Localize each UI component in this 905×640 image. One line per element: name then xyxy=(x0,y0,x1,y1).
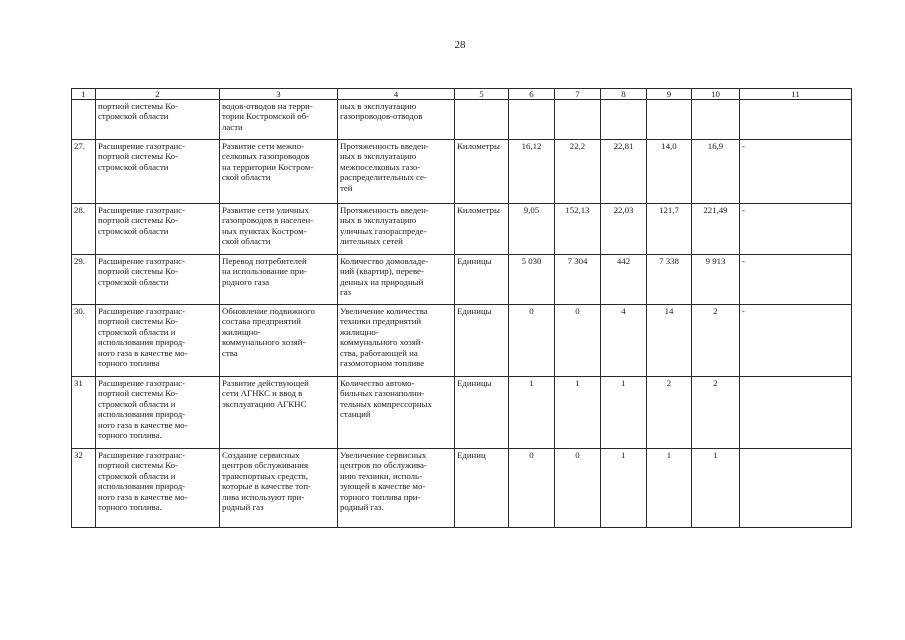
value-cell-v9: 2 xyxy=(647,377,692,449)
measure-cell-line: эксплуатацию АГКНС xyxy=(222,398,307,409)
indicator-cell xyxy=(338,204,455,255)
row-number: 32 xyxy=(72,449,96,528)
col-header-7: 7 xyxy=(555,89,601,100)
measure-cell-line: ства xyxy=(222,347,238,358)
task-cell-line: использования природ- xyxy=(98,481,186,492)
value-cell-v9: 1 xyxy=(647,449,692,528)
task-cell-line: торного топлива xyxy=(98,358,160,369)
indicators-table xyxy=(71,88,852,528)
indicator-cell-line: жилищно- xyxy=(340,326,379,337)
value-cell-v7: 0 xyxy=(555,449,601,528)
indicator-cell-line: ний (квартир), переве- xyxy=(340,266,424,277)
measure-cell-line: родный газ xyxy=(222,502,264,513)
measure-cell-line: Перевод потребителей xyxy=(222,256,307,266)
indicator-cell-line: родный газ. xyxy=(340,502,384,513)
indicator-cell-line: газопроводов-отводов xyxy=(340,111,423,122)
row-number: 29. xyxy=(72,255,96,305)
value-cell-v6: 16,12 xyxy=(509,140,555,204)
task-cell-line: портной системы Ко- xyxy=(98,460,178,471)
value-cell-v8: 442 xyxy=(601,255,647,305)
measure-cell-line: коммунального хозяй- xyxy=(222,337,306,348)
value-cell-v10: 2 xyxy=(692,377,740,449)
unit-cell: Километры xyxy=(455,140,509,204)
task-cell-line: портной системы Ко- xyxy=(98,388,178,399)
value-cell-v7 xyxy=(555,100,601,140)
measure-cell-line: на использование при- xyxy=(222,266,307,277)
measure-cell-line: Создание сервисных xyxy=(222,450,300,460)
task-cell-line: стромской области xyxy=(98,225,169,236)
measure-cell-line: Развитие сети межпо- xyxy=(222,141,305,151)
value-cell-v9: 121,7 xyxy=(647,204,692,255)
task-cell-line: ного газа в качестве мо- xyxy=(98,347,188,358)
note-cell xyxy=(740,100,852,140)
unit-cell: Единиц xyxy=(455,449,509,528)
value-cell-v9: 14,0 xyxy=(647,140,692,204)
task-cell-line: торного топлива. xyxy=(98,502,162,513)
measure-cell xyxy=(220,255,338,305)
header-row xyxy=(72,89,852,100)
value-cell-v8: 1 xyxy=(601,377,647,449)
unit-cell: Единицы xyxy=(455,305,509,377)
task-cell-line: использования природ- xyxy=(98,409,186,420)
note-cell xyxy=(740,377,852,449)
col-header-5: 5 xyxy=(455,89,509,100)
indicator-cell-line: Протяженность введен- xyxy=(340,141,429,151)
task-cell xyxy=(96,255,220,305)
table-row xyxy=(72,305,852,377)
indicator-cell-line: техники предприятий xyxy=(340,316,422,327)
value-cell-v6: 5 030 xyxy=(509,255,555,305)
task-cell-line: портной системы Ко- xyxy=(98,151,178,162)
value-cell-v7: 22,2 xyxy=(555,140,601,204)
col-header-2: 2 xyxy=(96,89,220,100)
task-cell xyxy=(96,204,220,255)
indicator-cell-line: станций xyxy=(340,409,371,420)
page-number: 28 xyxy=(454,39,466,51)
value-cell-v9: 7 338 xyxy=(647,255,692,305)
col-header-4: 4 xyxy=(338,89,455,100)
indicator-cell-line: тельных компрессорных xyxy=(340,398,432,409)
value-cell-v6: 0 xyxy=(509,449,555,528)
col-header-10: 10 xyxy=(692,89,740,100)
measure-cell xyxy=(220,305,338,377)
task-cell-line: ного газа в качестве мо- xyxy=(98,419,188,430)
measure-cell-line: ской области xyxy=(222,236,271,247)
col-header-11: 11 xyxy=(740,89,852,100)
indicator-cell-line: торного топлива при- xyxy=(340,491,421,502)
value-cell-v7: 7 304 xyxy=(555,255,601,305)
task-cell xyxy=(96,377,220,449)
task-cell xyxy=(96,100,220,140)
measure-cell-line: на территории Костром- xyxy=(222,161,314,172)
value-cell-v9: 14 xyxy=(647,305,692,377)
value-cell-v6 xyxy=(509,100,555,140)
task-cell-line: Расширение газотранс- xyxy=(98,306,186,316)
measure-cell-line: ласти xyxy=(222,121,243,132)
task-cell xyxy=(96,305,220,377)
table-row xyxy=(72,140,852,204)
table-row xyxy=(72,204,852,255)
indicator-cell-line: газомоторном топливе xyxy=(340,358,425,369)
measure-cell-line: которые в качестве топ- xyxy=(222,481,311,492)
measure-cell-line: ской области xyxy=(222,172,271,183)
task-cell-line: Расширение газотранс- xyxy=(98,450,186,460)
measure-cell xyxy=(220,100,338,140)
col-header-3: 3 xyxy=(220,89,338,100)
value-cell-v8: 4 xyxy=(601,305,647,377)
indicator-cell xyxy=(338,377,455,449)
note-cell: - xyxy=(740,140,852,204)
measure-cell-line: водов-отводов на терри- xyxy=(222,101,313,111)
indicator-cell-line: лительных сетей xyxy=(340,236,403,247)
row-number xyxy=(72,100,96,140)
measure-cell xyxy=(220,449,338,528)
row-number: 27. xyxy=(72,140,96,204)
value-cell-v10: 2 xyxy=(692,305,740,377)
col-header-6: 6 xyxy=(509,89,555,100)
task-cell-line: Расширение газотранс- xyxy=(98,205,186,215)
task-cell-line: Расширение газотранс- xyxy=(98,141,186,151)
task-cell-line: торного топлива. xyxy=(98,430,162,441)
indicator-cell xyxy=(338,100,455,140)
value-cell-v9 xyxy=(647,100,692,140)
col-header-1: 1 xyxy=(72,89,96,100)
task-cell xyxy=(96,449,220,528)
value-cell-v10: 1 xyxy=(692,449,740,528)
value-cell-v7: 0 xyxy=(555,305,601,377)
measure-cell-line: центров обслуживания xyxy=(222,460,309,471)
indicator-cell xyxy=(338,140,455,204)
measure-cell-line: Развитие действующей xyxy=(222,378,309,388)
indicator-cell-line: ства, работающей на xyxy=(340,347,418,358)
task-cell-line: стромской области и xyxy=(98,398,176,409)
indicator-cell-line: распределительных се- xyxy=(340,172,427,183)
indicator-cell-line: ных в эксплуатацию xyxy=(340,151,417,162)
indicator-cell xyxy=(338,255,455,305)
col-header-8: 8 xyxy=(601,89,647,100)
indicator-cell xyxy=(338,449,455,528)
indicator-cell-line: ных в эксплуатацию xyxy=(340,215,417,226)
value-cell-v8: 22,81 xyxy=(601,140,647,204)
task-cell-line: Расширение газотранс- xyxy=(98,256,186,266)
indicator-cell-line: Количество автомо- xyxy=(340,378,415,388)
indicator-cell-line: Увеличение сервисных xyxy=(340,450,427,460)
measure-cell xyxy=(220,377,338,449)
measure-cell xyxy=(220,140,338,204)
indicator-cell-line: бильных газонаполни- xyxy=(340,388,425,399)
table-row xyxy=(72,255,852,305)
note-cell xyxy=(740,449,852,528)
table-row xyxy=(72,377,852,449)
note-cell: - xyxy=(740,255,852,305)
table-body xyxy=(72,100,852,528)
value-cell-v10: 16,9 xyxy=(692,140,740,204)
value-cell-v8 xyxy=(601,100,647,140)
task-cell-line: стромской области xyxy=(98,161,169,172)
measure-cell-line: жилищно- xyxy=(222,326,261,337)
indicator-cell-line: тей xyxy=(340,182,353,193)
measure-cell-line: состава предприятий xyxy=(222,316,301,327)
row-number: 28. xyxy=(72,204,96,255)
table-row xyxy=(72,449,852,528)
indicator-cell-line: ных в эксплуатацию xyxy=(340,101,417,111)
task-cell-line: портной системы Ко- xyxy=(98,266,178,277)
task-cell xyxy=(96,140,220,204)
value-cell-v6: 9,05 xyxy=(509,204,555,255)
indicator-cell-line: газ xyxy=(340,287,351,298)
indicator-cell-line: Протяженность введен- xyxy=(340,205,429,215)
indicator-cell-line: нию техники, исполь- xyxy=(340,470,422,481)
unit-cell: Километры xyxy=(455,204,509,255)
measure-cell xyxy=(220,204,338,255)
unit-cell: Единицы xyxy=(455,255,509,305)
value-cell-v6: 1 xyxy=(509,377,555,449)
indicator-cell xyxy=(338,305,455,377)
measure-cell-line: ных пунктах Костром- xyxy=(222,225,307,236)
value-cell-v7: 152,13 xyxy=(555,204,601,255)
measure-cell-line: транспортных средств, xyxy=(222,470,308,481)
measure-cell-line: Развитие сети уличных xyxy=(222,205,310,215)
task-cell-line: портной системы Ко- xyxy=(98,215,178,226)
indicator-cell-line: денных на природный xyxy=(340,276,424,287)
task-cell-line: стромской области xyxy=(98,276,169,287)
row-number: 31 xyxy=(72,377,96,449)
task-cell-line: портной системы Ко- xyxy=(98,101,178,111)
task-cell-line: стромской области xyxy=(98,111,169,122)
task-cell-line: использования природ- xyxy=(98,337,186,348)
value-cell-v7: 1 xyxy=(555,377,601,449)
measure-cell-line: лива используют при- xyxy=(222,491,305,502)
col-header-9: 9 xyxy=(647,89,692,100)
value-cell-v8: 1 xyxy=(601,449,647,528)
task-cell-line: ного газа в качестве мо- xyxy=(98,491,188,502)
indicator-cell-line: коммунального хозяй- xyxy=(340,337,424,348)
note-cell: - xyxy=(740,305,852,377)
table-row xyxy=(72,100,852,140)
value-cell-v8: 22,03 xyxy=(601,204,647,255)
value-cell-v10 xyxy=(692,100,740,140)
unit-cell xyxy=(455,100,509,140)
measure-cell-line: Обновление подвижного xyxy=(222,306,315,316)
value-cell-v6: 0 xyxy=(509,305,555,377)
measure-cell-line: сети АГНКС и ввод в xyxy=(222,388,303,399)
indicator-cell-line: уличных газораспреде- xyxy=(340,225,427,236)
row-number: 30. xyxy=(72,305,96,377)
unit-cell: Единицы xyxy=(455,377,509,449)
value-cell-v10: 221,49 xyxy=(692,204,740,255)
indicator-cell-line: Увеличение количества xyxy=(340,306,428,316)
indicator-cell-line: межпоселковых газо- xyxy=(340,161,421,172)
value-cell-v10: 9 913 xyxy=(692,255,740,305)
indicator-cell-line: центров по обслужива- xyxy=(340,460,427,471)
task-cell-line: стромской области и xyxy=(98,326,176,337)
note-cell: - xyxy=(740,204,852,255)
measure-cell-line: газопроводов в населен- xyxy=(222,215,314,226)
measure-cell-line: селковых газопроводов xyxy=(222,151,310,162)
task-cell-line: портной системы Ко- xyxy=(98,316,178,327)
indicator-cell-line: зующей в качестве мо- xyxy=(340,481,426,492)
task-cell-line: стромской области и xyxy=(98,470,176,481)
measure-cell-line: родного газа xyxy=(222,276,270,287)
task-cell-line: Расширение газотранс- xyxy=(98,378,186,388)
indicator-cell-line: Количество домовладе- xyxy=(340,256,429,266)
measure-cell-line: тории Костромской об- xyxy=(222,111,310,122)
